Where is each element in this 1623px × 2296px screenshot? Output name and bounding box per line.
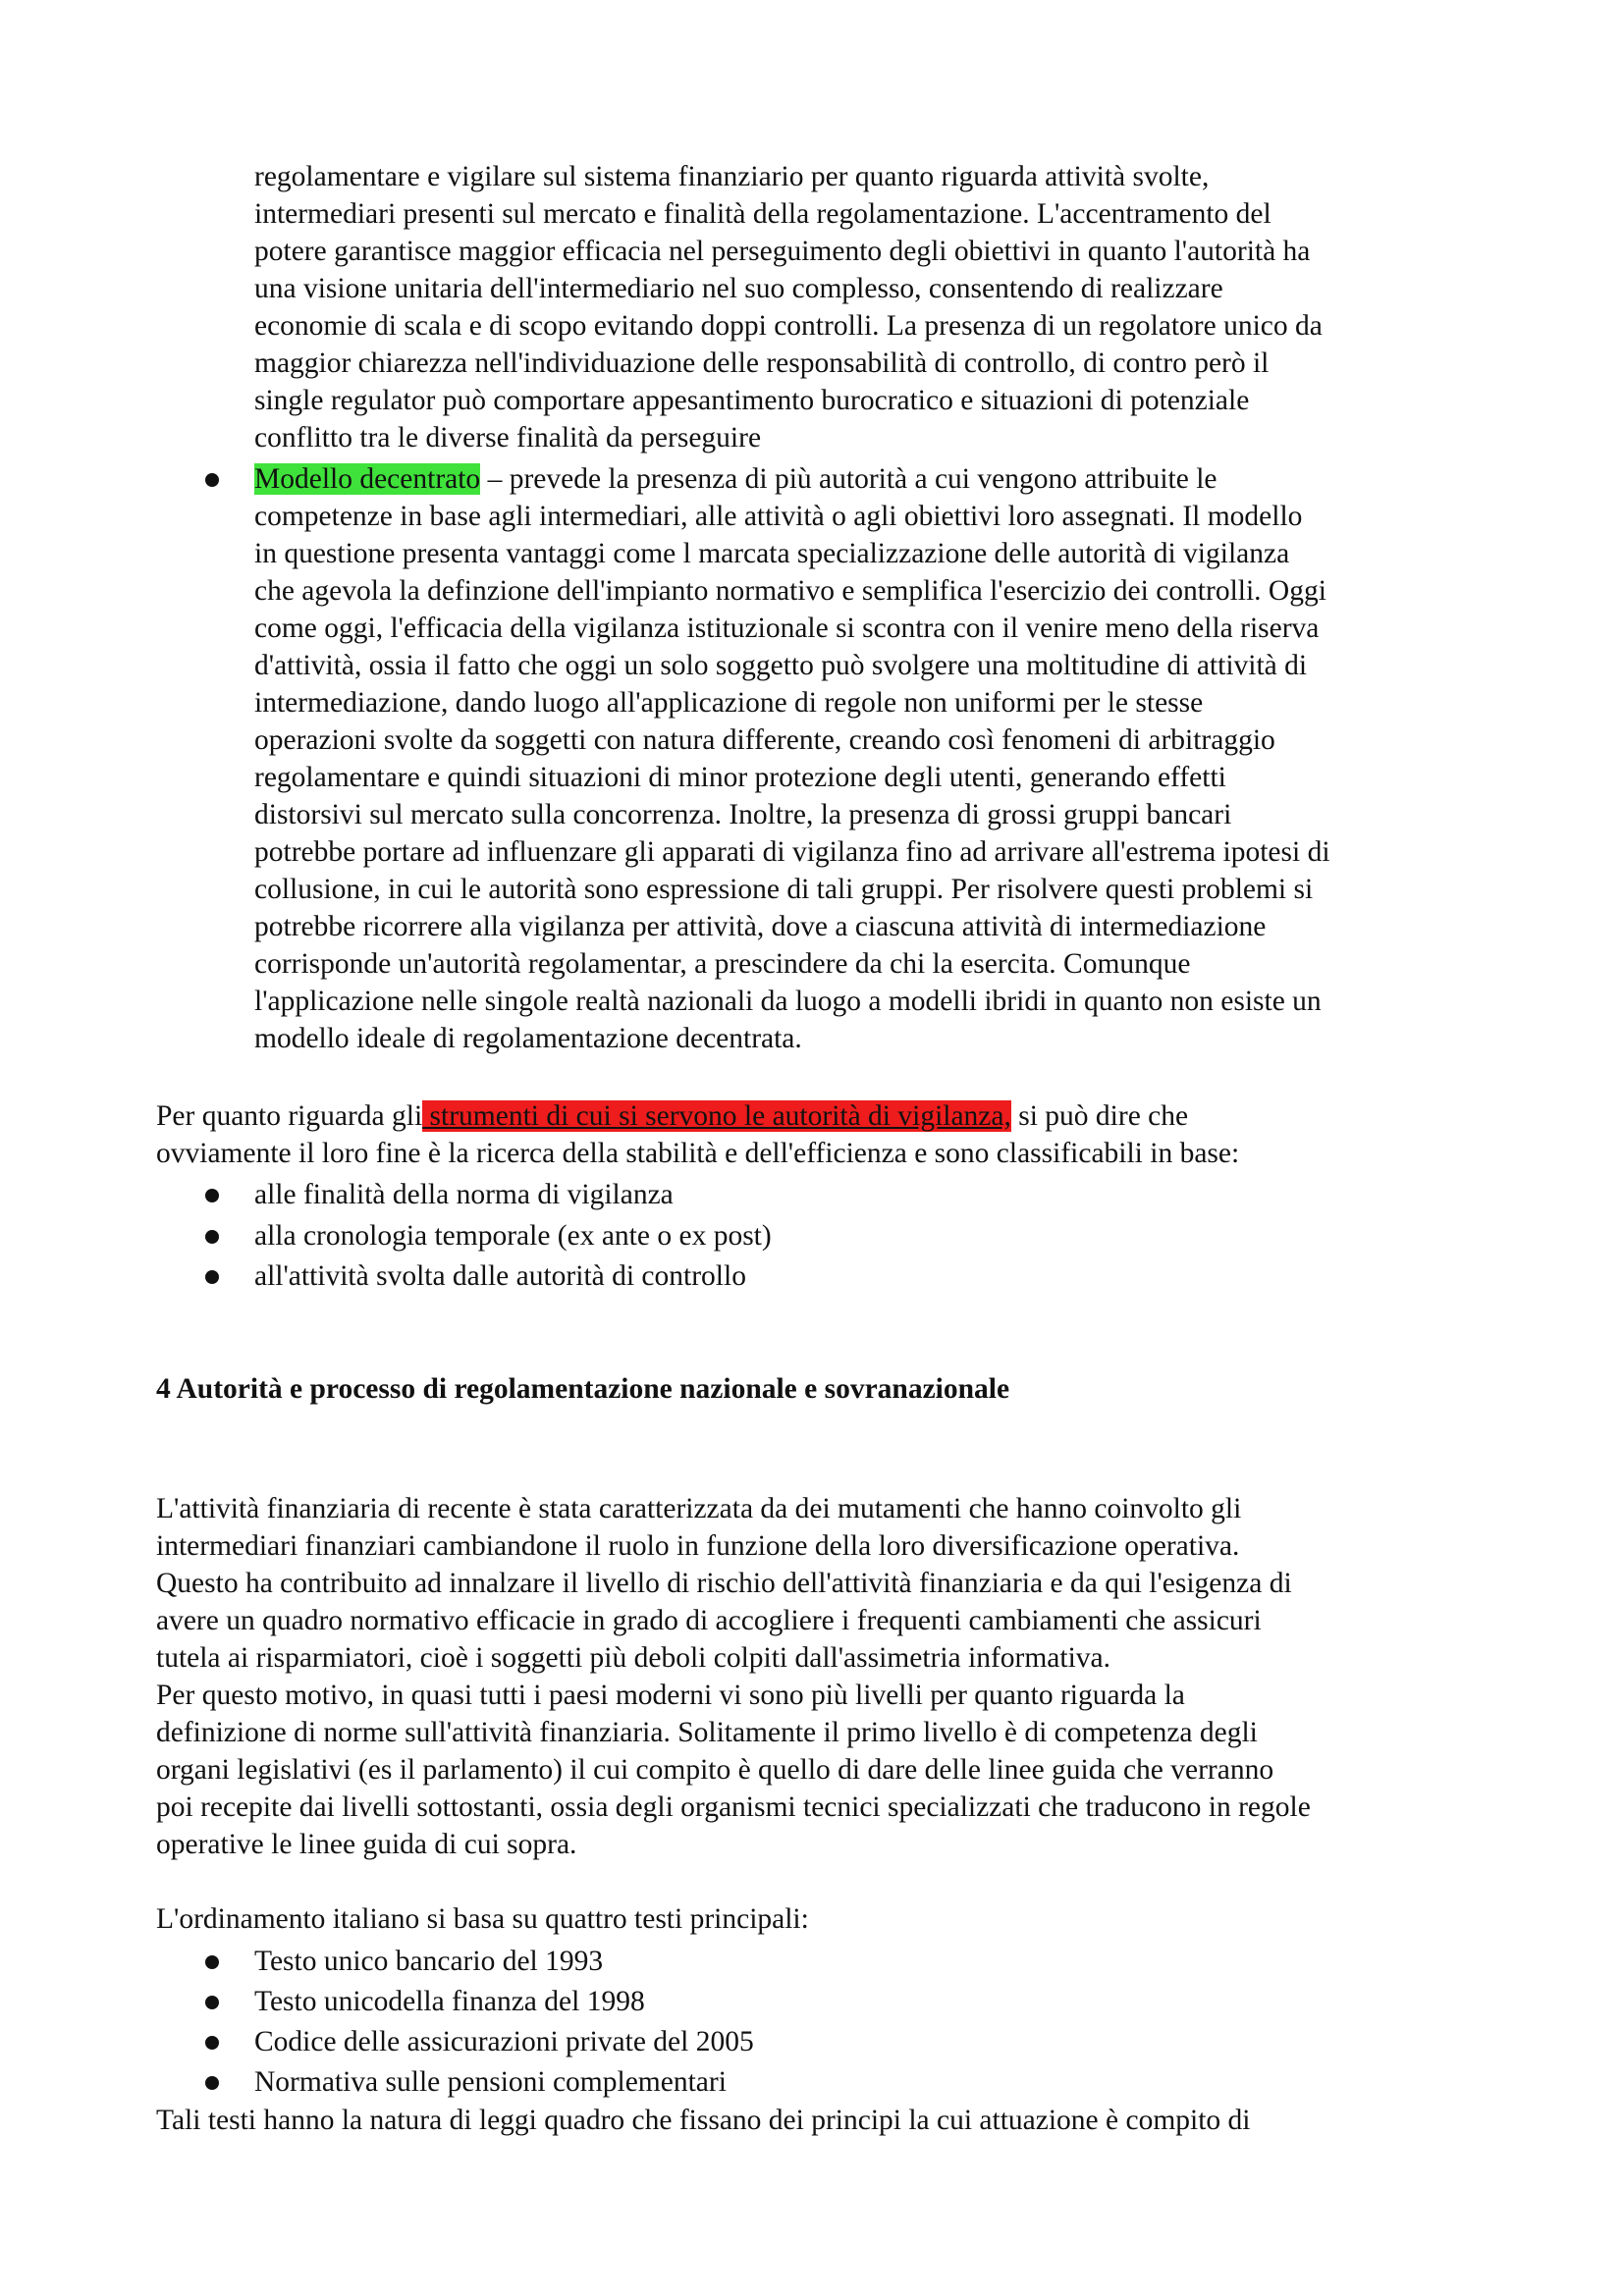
- section-heading: 4 Autorità e processo di regolamentazione nazionale e sovranazionale: [156, 1373, 1010, 1405]
- paragraph-line: definizione di norme sull'attività finanziaria. Solitamente il primo livello è di competenza degli: [156, 1717, 1258, 1748]
- text-line: distorsivi sul mercato sulla concorrenza. Inoltre, la presenza di grossi gruppi bancari: [254, 799, 1232, 830]
- bullet-icon: [205, 1955, 219, 1969]
- bullet-icon: [205, 1230, 219, 1244]
- paragraph-line: ovviamente il loro fine è la ricerca della stabilità e dell'efficienza e sono classificabili in base:: [156, 1138, 1240, 1169]
- bullet-icon: [205, 1270, 219, 1284]
- paragraph-line: L'attività finanziaria di recente è stata caratterizzata da dei mutamenti che hanno coinvolto gli: [156, 1493, 1242, 1524]
- paragraph-line: Per questo motivo, in quasi tutti i paesi moderni vi sono più livelli per quanto riguarda la: [156, 1680, 1185, 1711]
- list-item: all'attività svolta dalle autorità di controllo: [254, 1260, 746, 1292]
- bullet-icon: [205, 2076, 219, 2090]
- paragraph-line: intermediari finanziari cambiandone il ruolo in funzione della loro diversificazione operativa.: [156, 1530, 1240, 1562]
- highlighted-term: Modello decentrato: [254, 463, 481, 495]
- list-item-first-line: [254, 460, 1217, 498]
- text-line: maggior chiarezza nell'individuazione delle responsabilità di controllo, di contro però il: [254, 347, 1270, 379]
- list-item: Normativa sulle pensioni complementari: [254, 2066, 727, 2098]
- list-item: alle finalità della norma di vigilanza: [254, 1179, 674, 1210]
- text-line: conflitto tra le diverse finalità da perseguire: [254, 422, 762, 454]
- text-line: una visione unitaria dell'intermediario nel suo complesso, consentendo di realizzare: [254, 273, 1223, 304]
- paragraph-line: Questo ha contribuito ad innalzare il livello di rischio dell'attività finanziaria e da qui l'esigenza di: [156, 1568, 1292, 1599]
- text-line: potere garantisce maggior efficacia nel perseguimento degli obiettivi in quanto l'autorità ha: [254, 236, 1311, 267]
- paragraph-line: organi legislativi (es il parlamento) il cui compito è quello di dare delle linee guida che verranno: [156, 1754, 1274, 1786]
- bullet-icon: [205, 1996, 219, 2009]
- bullet-icon: [205, 473, 219, 487]
- list-item: Testo unicodella finanza del 1998: [254, 1986, 645, 2017]
- text-line: d'attività, ossia il fatto che oggi un solo soggetto può svolgere una moltitudine di attività di: [254, 650, 1308, 681]
- bullet-icon: [205, 2036, 219, 2050]
- text-line: potrebbe ricorrere alla vigilanza per attività, dove a ciascuna attività di intermediazione: [254, 911, 1267, 942]
- paragraph-line: avere un quadro normativo efficacie in grado di accogliere i frequenti cambiamenti che assicuri: [156, 1605, 1262, 1636]
- text-line: regolamentare e quindi situazioni di minor protezione degli utenti, generando effetti: [254, 762, 1226, 793]
- text-line: corrisponde un'autorità regolamentar, a prescindere da chi la esercita. Comunque: [254, 948, 1191, 980]
- text-line: l'applicazione nelle singole realtà nazionali da luogo a modelli ibridi in quanto non esiste un: [254, 986, 1322, 1017]
- highlighted-term: strumenti di cui si servono le autorità di vigilanza,: [422, 1100, 1011, 1132]
- text-span: – prevede la presenza di più autorità a cui vengono attribuite le: [480, 463, 1217, 495]
- paragraph-line: operative le linee guida di cui sopra.: [156, 1829, 577, 1860]
- list-item: Testo unico bancario del 1993: [254, 1946, 604, 1977]
- text-line: operazioni svolte da soggetti con natura differente, creando così fenomeni di arbitraggio: [254, 724, 1275, 756]
- text-span: si può dire che: [1010, 1100, 1189, 1132]
- text-line: single regulator può comportare appesantimento burocratico e situazioni di potenziale: [254, 385, 1250, 416]
- text-line: regolamentare e vigilare sul sistema finanziario per quanto riguarda attività svolte,: [254, 161, 1210, 192]
- bullet-icon: [205, 1189, 219, 1202]
- text-line: economie di scala e di scopo evitando doppi controlli. La presenza di un regolatore unico da: [254, 310, 1323, 342]
- text-span: Per quanto riguarda gli: [156, 1100, 423, 1132]
- text-line: in questione presenta vantaggi come l marcata specializzazione delle autorità di vigilanza: [254, 538, 1290, 569]
- text-line: collusione, in cui le autorità sono espressione di tali gruppi. Per risolvere questi problemi si: [254, 874, 1314, 905]
- text-line: che agevola la definzione dell'impianto normativo e semplifica l'esercizio dei controlli. Oggi: [254, 575, 1326, 607]
- text-line: potrebbe portare ad influenzare gli apparati di vigilanza fino ad arrivare all'estrema ipotesi di: [254, 836, 1330, 868]
- paragraph-line: tutela ai risparmiatori, cioè i soggetti più deboli colpiti dall'assimetria informativa.: [156, 1642, 1111, 1674]
- paragraph-line: poi recepite dai livelli sottostanti, ossia degli organismi tecnici specializzati che traducono in regole: [156, 1791, 1311, 1823]
- paragraph-line: [156, 1097, 1188, 1135]
- paragraph-line: L'ordinamento italiano si basa su quattro testi principali:: [156, 1903, 809, 1935]
- list-item: Codice delle assicurazioni private del 2005: [254, 2026, 754, 2057]
- text-line: intermediari presenti sul mercato e finalità della regolamentazione. L'accentramento del: [254, 198, 1271, 230]
- text-line: competenze in base agli intermediari, alle attività o agli obiettivi loro assegnati. Il modello: [254, 501, 1303, 532]
- text-line: come oggi, l'efficacia della vigilanza istituzionale si scontra con il venire meno della riserva: [254, 613, 1320, 644]
- text-line: intermediazione, dando luogo all'applicazione di regole non uniformi per le stesse: [254, 687, 1204, 719]
- list-item: alla cronologia temporale (ex ante o ex post): [254, 1220, 772, 1252]
- text-line: modello ideale di regolamentazione decentrata.: [254, 1023, 802, 1054]
- paragraph-line: Tali testi hanno la natura di leggi quadro che fissano dei principi la cui attuazione è compito di: [156, 2105, 1251, 2136]
